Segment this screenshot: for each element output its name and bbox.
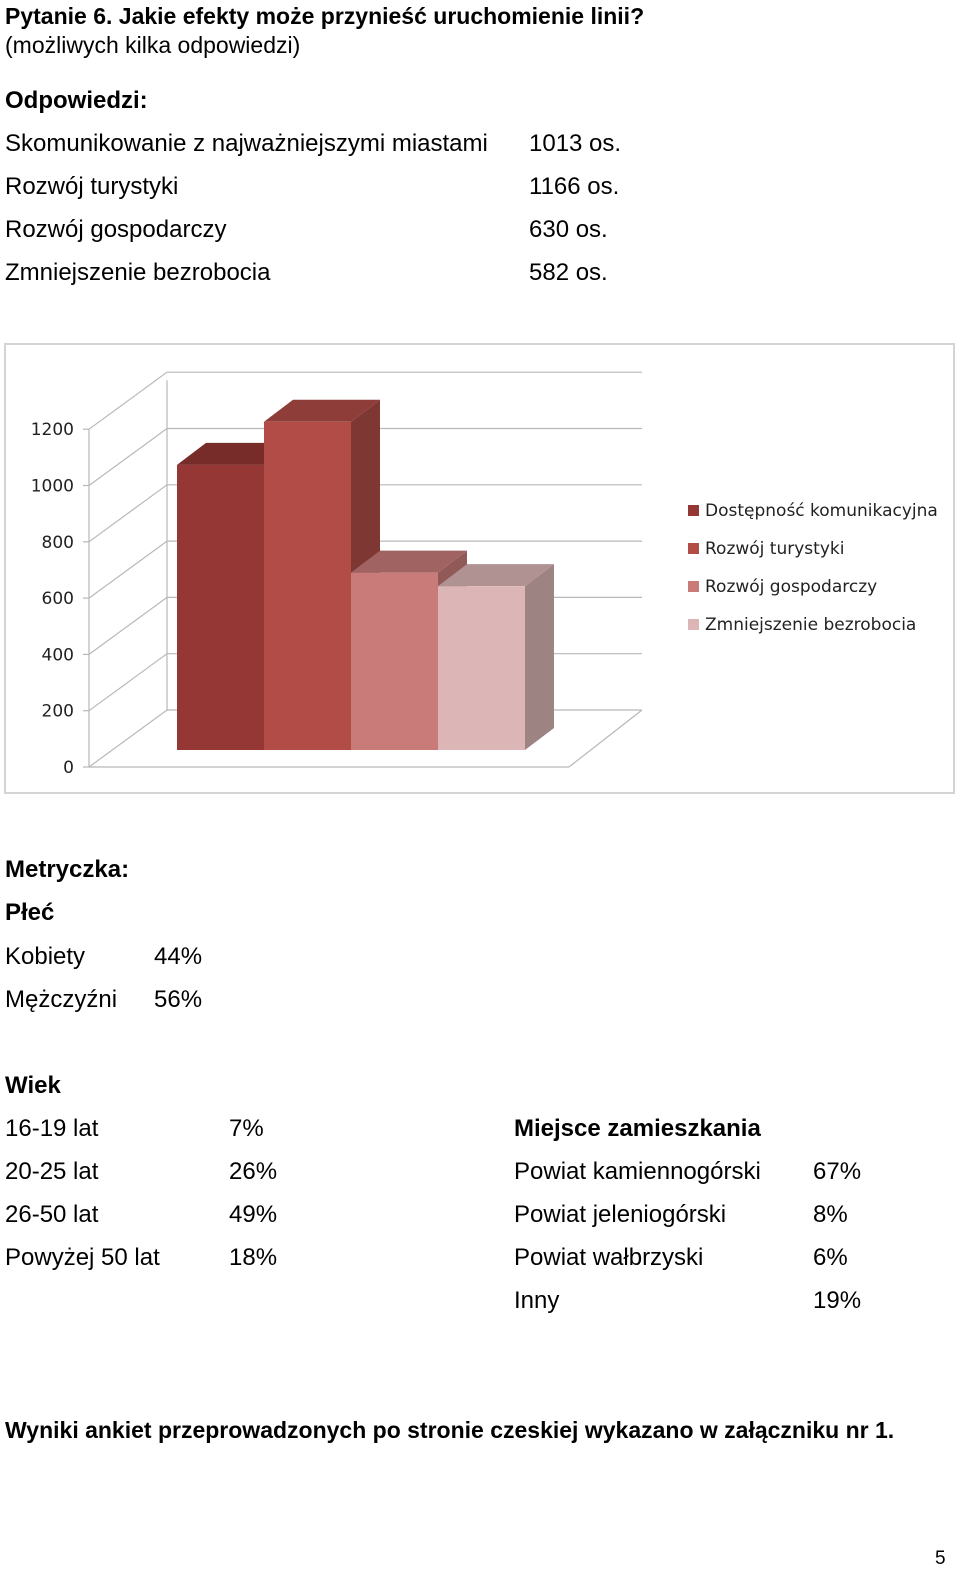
legend-label: Dostępność komunikacyjna	[705, 501, 938, 521]
residence-value: 19%	[813, 1287, 862, 1314]
legend-swatch	[688, 581, 699, 592]
gender-heading: Płeć	[5, 899, 55, 926]
residence-label: Powiat jeleniogórski	[514, 1201, 727, 1228]
side-gridline	[89, 541, 167, 598]
legend-item	[688, 539, 844, 559]
residence-value: 8%	[813, 1201, 848, 1228]
residence-label: Powiat wałbrzyski	[514, 1244, 704, 1271]
question-title: Pytanie 6. Jakie efekty może przynieść uruchomienie linii?	[5, 3, 645, 29]
answer-label: Rozwój turystyki	[5, 173, 179, 200]
y-tick-label: 800	[41, 532, 74, 553]
age-value: 7%	[229, 1115, 264, 1142]
answer-label: Skomunikowanie z najważniejszymi miastami	[5, 130, 488, 157]
gender-value: 56%	[154, 986, 203, 1013]
metryczka-heading: Metryczka:	[5, 856, 130, 883]
chart-legend	[688, 501, 938, 635]
y-tick-label: 1000	[30, 476, 74, 497]
answer-label: Rozwój gospodarczy	[5, 216, 227, 243]
question-subtitle: (możliwych kilka odpowiedzi)	[5, 32, 301, 58]
side-gridline	[89, 429, 167, 486]
answer-value: 1166 os.	[529, 173, 620, 200]
legend-swatch	[688, 505, 699, 516]
legend-label: Zmniejszenie bezrobocia	[705, 615, 917, 635]
gender-label: Kobiety	[5, 943, 86, 970]
chart-bars	[177, 400, 554, 750]
residence-label: Inny	[514, 1287, 560, 1314]
y-tick-label: 400	[41, 645, 74, 666]
age-label: Powyżej 50 lat	[5, 1244, 160, 1271]
legend-swatch	[688, 543, 699, 554]
bar-front-face	[177, 465, 264, 750]
y-tick-label: 600	[41, 589, 74, 610]
bar	[438, 564, 554, 750]
residence-value: 6%	[813, 1244, 848, 1271]
answer-value: 582 os.	[529, 259, 608, 286]
age-value: 49%	[229, 1201, 278, 1228]
chart-svg	[6, 345, 957, 796]
answer-value: 630 os.	[529, 216, 608, 243]
legend-item	[688, 501, 938, 521]
gender-value: 44%	[154, 943, 203, 970]
gender-label: Mężczyźni	[5, 986, 118, 1013]
floor-right-edge	[569, 710, 642, 767]
page-number: 5	[935, 1548, 946, 1569]
age-value: 18%	[229, 1244, 278, 1271]
y-tick-label: 200	[41, 701, 74, 722]
y-tick-label: 0	[63, 758, 74, 778]
legend-label: Rozwój gospodarczy	[705, 577, 878, 597]
legend-item	[688, 577, 877, 597]
bar-front-face	[351, 573, 438, 750]
bar-side-face	[525, 564, 554, 750]
residence-label: Powiat kamiennogórski	[514, 1158, 761, 1185]
answer-label: Zmniejszenie bezrobocia	[5, 259, 271, 286]
bar-front-face	[438, 586, 525, 750]
age-label: 26-50 lat	[5, 1201, 99, 1228]
residence-value: 67%	[813, 1158, 862, 1185]
answers-heading: Odpowiedzi:	[5, 87, 148, 114]
legend-item	[688, 615, 916, 635]
side-gridline	[89, 654, 167, 711]
age-heading: Wiek	[5, 1072, 61, 1099]
legend-label: Rozwój turystyki	[705, 539, 845, 559]
answer-value: 1013 os.	[529, 130, 622, 157]
age-label: 16-19 lat	[5, 1115, 99, 1142]
bar-chart	[4, 343, 955, 794]
age-label: 20-25 lat	[5, 1158, 99, 1185]
y-tick-label: 1200	[30, 420, 74, 441]
side-gridline	[89, 710, 167, 767]
bar-front-face	[264, 422, 351, 750]
y-axis-ticks	[31, 420, 74, 778]
side-gridline	[89, 597, 167, 654]
side-gridline	[89, 485, 167, 542]
footer-note: Wyniki ankiet przeprowadzonych po stronie czeskiej wykazano w załączniku nr 1.	[5, 1417, 895, 1443]
age-value: 26%	[229, 1158, 278, 1185]
legend-swatch	[688, 619, 699, 630]
residence-heading: Miejsce zamieszkania	[514, 1115, 761, 1142]
side-gridline	[89, 372, 167, 429]
